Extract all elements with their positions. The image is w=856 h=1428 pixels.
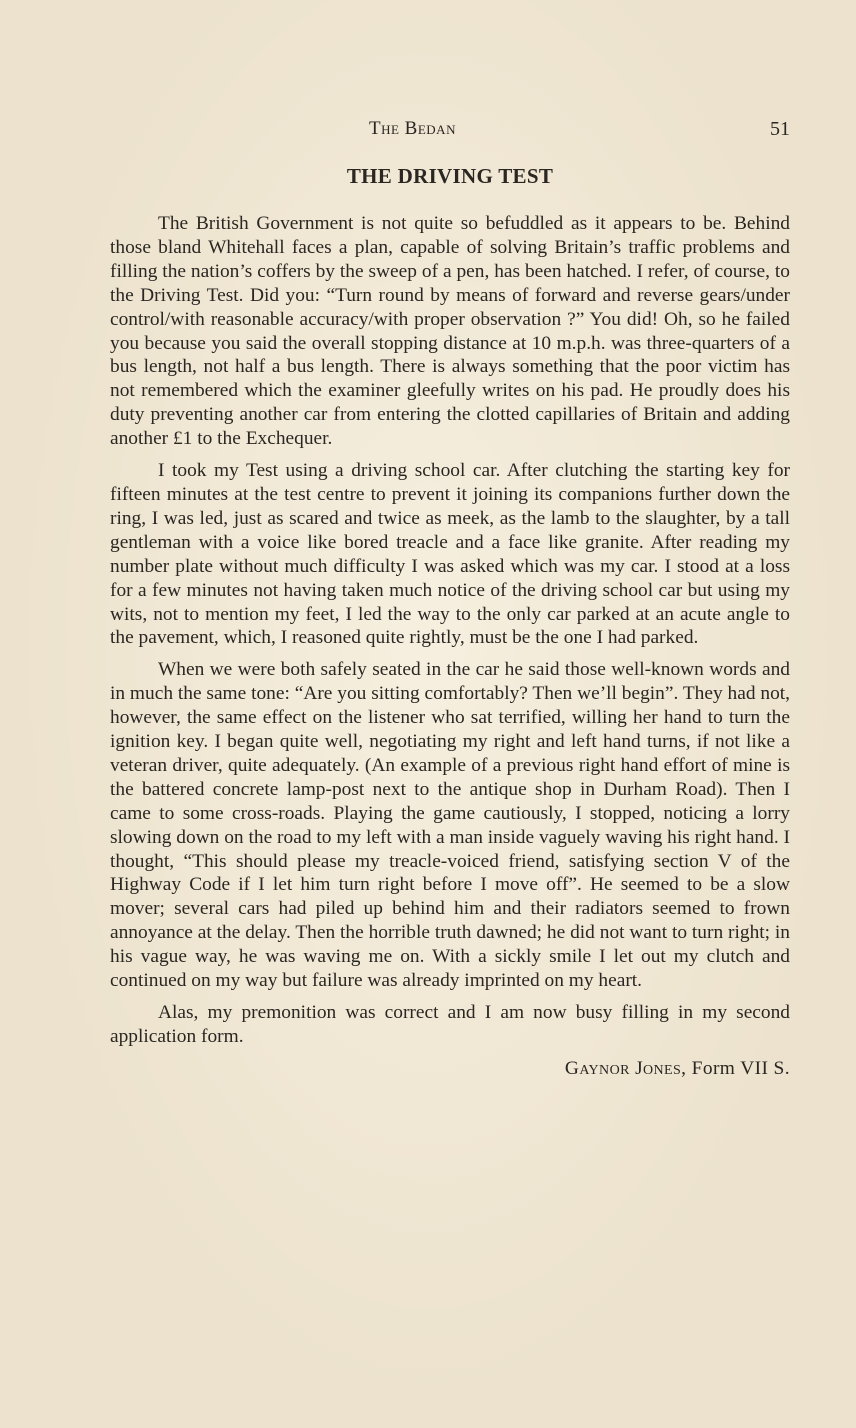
page-number: 51 (770, 118, 790, 140)
running-header (110, 118, 790, 144)
paragraph-3: When we were both safely seated in the car he said those well-known words and in much the same tone: “Are you sitting comfortably? Then we’ll begin”. They had not, however, the same effect on the listener who sat terrified, willing her hand to turn the ignition key. I began quite well, negotiating my right and left hand turns, if not like a veteran driver, quite adequately. (An example of a previous right hand effort of mine is the battered concrete lamp-post next to the antique shop in Durham Road). Then I came to some cross-roads. Playing the game cautiously, I stopped, noticing a lorry slowing down on the road to my left with a man inside vaguely waving his right hand. I thought, “This should please my treacle-voiced friend, satisfying section V of the Highway Code if I let him turn right before I move off”. He seemed to be a slow mover; several cars had piled up behind him and their radiators seemed to frown annoyance at the delay. Then the horrible truth dawned; he did not want to turn right; in his vague way, he was waving me on. With a sickly smile I let out my clutch and continued on my way but failure was already imprinted on my heart. (110, 659, 790, 992)
author-signature (110, 1057, 790, 1081)
paragraph-2: I took my Test using a driving school car. After clutching the starting key for fifteen minutes at the test centre to prevent it joining its companions further down the ring, I was led, just as scared and twice as meek, as the lamb to the slaughter, by a tall gentleman with a voice like bored treacle and a face like granite. After reading my number plate without much difficulty I was asked which was my car. I stood at a loss for a few minutes not having taken much notice of the driving school car but using my wits, not to mention my feet, I led the way to the only car parked at an acute angle to the pavement, which, I reasoned quite rightly, must be the one I had parked. (110, 460, 790, 649)
paragraph-1: The British Government is not quite so befuddled as it appears to be. Behind those bland Whitehall faces a plan, capable of solving Britain’s traffic problems and filling the nation’s coffers by the sweep of a pen, has been hatched. I refer, of course, to the Driving Test. Did you: “Turn round by means of forward and reverse gears/under control/with reasonable accuracy/with proper observation ?” You did! Oh, so he failed you because you said the overall stopping distance at 10 m.p.h. was three-quarters of a bus length, not half a bus length. There is always something that the poor victim has not remembered which the examiner gleefully writes on his pad. He proudly does his duty preventing another car from entering the clotted capillaries of Britain and adding another £1 to the Exchequer. (110, 213, 790, 450)
paragraph-4: Alas, my premonition was correct and I am now busy filling in my second application form. (110, 1002, 790, 1047)
article-body (110, 212, 790, 1081)
journal-name: The Bedan (369, 118, 456, 139)
article-title: THE DRIVING TEST (346, 164, 554, 188)
author-name: Gaynor Jones, (564, 1057, 687, 1079)
author-form: Form VII S. (691, 1057, 790, 1079)
